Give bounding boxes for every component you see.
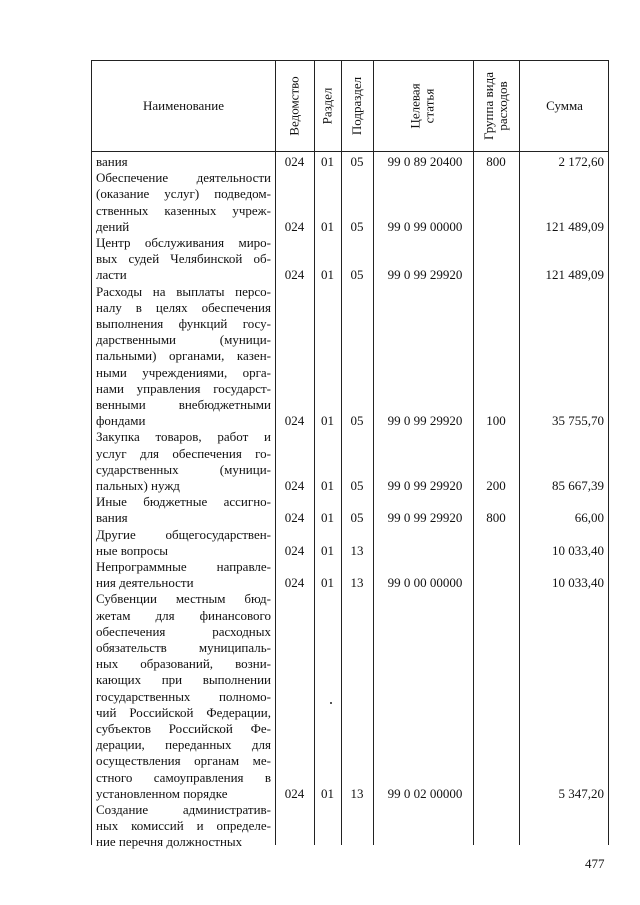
row-name-line: Создание административ- bbox=[96, 802, 271, 817]
razdel-cell: 01 bbox=[321, 575, 334, 591]
row-name-line: осуществления органам ме- bbox=[96, 753, 271, 769]
row-name-line: пальных) нужд bbox=[96, 478, 180, 493]
row-name-line: пальными) органами, казен- bbox=[96, 348, 271, 364]
vedomstvo-cell: 024 bbox=[284, 413, 305, 429]
gruppa-cell: 800 bbox=[486, 154, 506, 169]
row-name-line: Другие общегосударствен- bbox=[96, 526, 271, 542]
podrazdel-cell: 05 bbox=[350, 267, 364, 283]
row-name-line: ных комиссий и определе- bbox=[96, 818, 271, 834]
row-name-line: ния деятельности bbox=[96, 575, 194, 591]
summa-cell: 121 489,09 bbox=[545, 218, 604, 234]
row-name-line: ные вопросы bbox=[96, 542, 169, 558]
row-name-line: венными внебюджетными bbox=[96, 397, 271, 412]
vedomstvo-cell: 024 bbox=[284, 785, 305, 801]
razdel-cell: 01 bbox=[321, 218, 334, 234]
podrazdel-cell: 05 bbox=[350, 510, 364, 526]
budget-table bbox=[91, 60, 609, 850]
row-name-line: ласти bbox=[96, 267, 127, 283]
razdel-cell: 01 bbox=[321, 510, 334, 526]
razdel-cell: 01 bbox=[321, 267, 334, 283]
gruppa-cell: 100 bbox=[486, 413, 506, 429]
celevaya-cell: 99 0 99 29920 bbox=[387, 267, 463, 283]
razdel-cell: 01 bbox=[321, 478, 334, 493]
row-name-line: Субвенции местным бюд- bbox=[96, 591, 271, 607]
vedomstvo-cell: 024 bbox=[284, 478, 305, 493]
razdel-cell: 01 bbox=[321, 413, 334, 429]
row-name-line: дений bbox=[96, 218, 130, 234]
column-divider bbox=[373, 61, 374, 845]
row-name-line: чий Российской Федерации, bbox=[96, 704, 271, 720]
vedomstvo-cell: 024 bbox=[284, 154, 305, 169]
row-name-line: сударственных (муници- bbox=[96, 461, 271, 477]
header-divider bbox=[92, 151, 608, 152]
podrazdel-cell: 13 bbox=[350, 785, 364, 801]
vedomstvo-cell: 024 bbox=[284, 575, 305, 591]
podrazdel-cell: 05 bbox=[350, 218, 364, 234]
scan-speck bbox=[330, 702, 332, 704]
summa-cell: 2 172,60 bbox=[558, 154, 604, 169]
row-name-line: установленном порядке bbox=[96, 785, 228, 801]
vedomstvo-cell: 024 bbox=[284, 218, 305, 234]
row-name-line: услуг для обеспечения го- bbox=[96, 445, 271, 461]
row-name-line: Расходы на выплаты персо- bbox=[96, 283, 271, 299]
podrazdel-cell: 05 bbox=[350, 478, 364, 493]
header-razdel-cell bbox=[314, 61, 341, 151]
header-gruppa-cell bbox=[473, 61, 519, 151]
row-name-line: ние перечня должностных bbox=[96, 834, 243, 850]
summa-cell: 35 755,70 bbox=[552, 413, 604, 429]
celevaya-cell: 99 0 99 29920 bbox=[387, 413, 463, 429]
summa-cell: 10 033,40 bbox=[552, 575, 604, 591]
column-divider bbox=[275, 61, 276, 845]
column-divider bbox=[519, 61, 520, 845]
header-vedomstvo: Ведомство bbox=[286, 76, 302, 136]
row-name-line: государственных полномо- bbox=[96, 688, 271, 704]
row-name-line: налу в целях обеспечения bbox=[96, 299, 271, 315]
celevaya-cell: 99 0 00 00000 bbox=[387, 575, 463, 591]
podrazdel-cell: 13 bbox=[350, 542, 364, 558]
row-name-line: вых судей Челябинской об- bbox=[96, 251, 271, 267]
header-podrazdel-cell bbox=[341, 61, 373, 151]
celevaya-cell: 99 0 99 29920 bbox=[387, 510, 463, 526]
summa-cell: 66,00 bbox=[574, 510, 604, 526]
celevaya-cell: 99 0 02 00000 bbox=[387, 785, 463, 801]
header-gruppa-line: расходов bbox=[495, 81, 511, 131]
vedomstvo-cell: 024 bbox=[284, 542, 305, 558]
page-number: 477 bbox=[585, 856, 605, 871]
column-divider bbox=[314, 61, 315, 845]
row-name-line: Непрограммные направле- bbox=[96, 559, 271, 574]
row-name-line: дерации, переданных для bbox=[96, 737, 271, 753]
celevaya-cell: 99 0 99 00000 bbox=[387, 218, 463, 234]
row-name-line: Центр обслуживания миро- bbox=[96, 235, 271, 250]
podrazdel-cell: 05 bbox=[350, 413, 364, 429]
row-name-line: вания bbox=[96, 154, 128, 169]
podrazdel-cell: 13 bbox=[350, 575, 364, 591]
header-name: Наименование bbox=[143, 98, 224, 113]
row-name-line: кающих при выполнении bbox=[96, 672, 271, 688]
header-celevaya bbox=[409, 83, 437, 128]
summa-cell: 121 489,09 bbox=[545, 267, 604, 283]
row-name-line: ными учреждениями, орга- bbox=[96, 364, 271, 380]
row-name-line: обеспечения расходных bbox=[96, 623, 271, 639]
row-name-line: ственных казенных учреж- bbox=[96, 202, 271, 218]
header-razdel: Раздел bbox=[319, 87, 335, 125]
header-celevaya-line: Целевая bbox=[407, 83, 423, 129]
row-name-line: (оказание услуг) подведом- bbox=[96, 186, 271, 202]
header-summa: Сумма bbox=[546, 98, 583, 113]
header-summa-cell bbox=[519, 61, 610, 151]
row-name-line: Закупка товаров, работ и bbox=[96, 429, 271, 445]
razdel-cell: 01 bbox=[321, 542, 334, 558]
header-podrazdel: Подраздел bbox=[349, 76, 365, 136]
column-divider bbox=[473, 61, 474, 845]
row-name-line: фондами bbox=[96, 413, 146, 429]
summa-cell: 10 033,40 bbox=[552, 542, 604, 558]
gruppa-cell: 200 bbox=[486, 478, 506, 493]
header-celevaya-cell bbox=[373, 61, 473, 151]
row-name-line: нами управления государст- bbox=[96, 380, 271, 396]
row-name-line: Обеспечение деятельности bbox=[96, 170, 271, 186]
razdel-cell: 01 bbox=[321, 154, 334, 169]
header-gruppa bbox=[482, 72, 510, 140]
summa-cell: 5 347,20 bbox=[558, 785, 604, 801]
row-name-line: выполнения функций госу- bbox=[96, 316, 271, 331]
celevaya-cell: 99 0 99 29920 bbox=[387, 478, 463, 493]
header-gruppa-line: Группа вида bbox=[481, 72, 497, 140]
gruppa-cell: 800 bbox=[486, 510, 506, 526]
vedomstvo-cell: 024 bbox=[284, 510, 305, 526]
row-name-line: жетам для финансового bbox=[96, 607, 271, 623]
row-name-line: субъектов Российской Фе- bbox=[96, 721, 271, 736]
summa-cell: 85 667,39 bbox=[552, 478, 604, 493]
row-name-line: стного самоуправления в bbox=[96, 769, 271, 785]
celevaya-cell: 99 0 89 20400 bbox=[387, 154, 463, 169]
vedomstvo-cell: 024 bbox=[284, 267, 305, 283]
header-name-cell bbox=[92, 61, 275, 151]
razdel-cell: 01 bbox=[321, 785, 334, 801]
header-vedomstvo-cell bbox=[275, 61, 314, 151]
row-name-line: обязательств муниципаль- bbox=[96, 640, 271, 655]
row-name-line: вания bbox=[96, 510, 128, 526]
header-celevaya-line: статья bbox=[421, 88, 437, 124]
row-name-line: ных образований, возни- bbox=[96, 656, 271, 672]
podrazdel-cell: 05 bbox=[350, 154, 364, 169]
row-name-line: Иные бюджетные ассигно- bbox=[96, 494, 271, 510]
row-name-line: дарственными (муници- bbox=[96, 332, 271, 348]
column-divider bbox=[341, 61, 342, 845]
